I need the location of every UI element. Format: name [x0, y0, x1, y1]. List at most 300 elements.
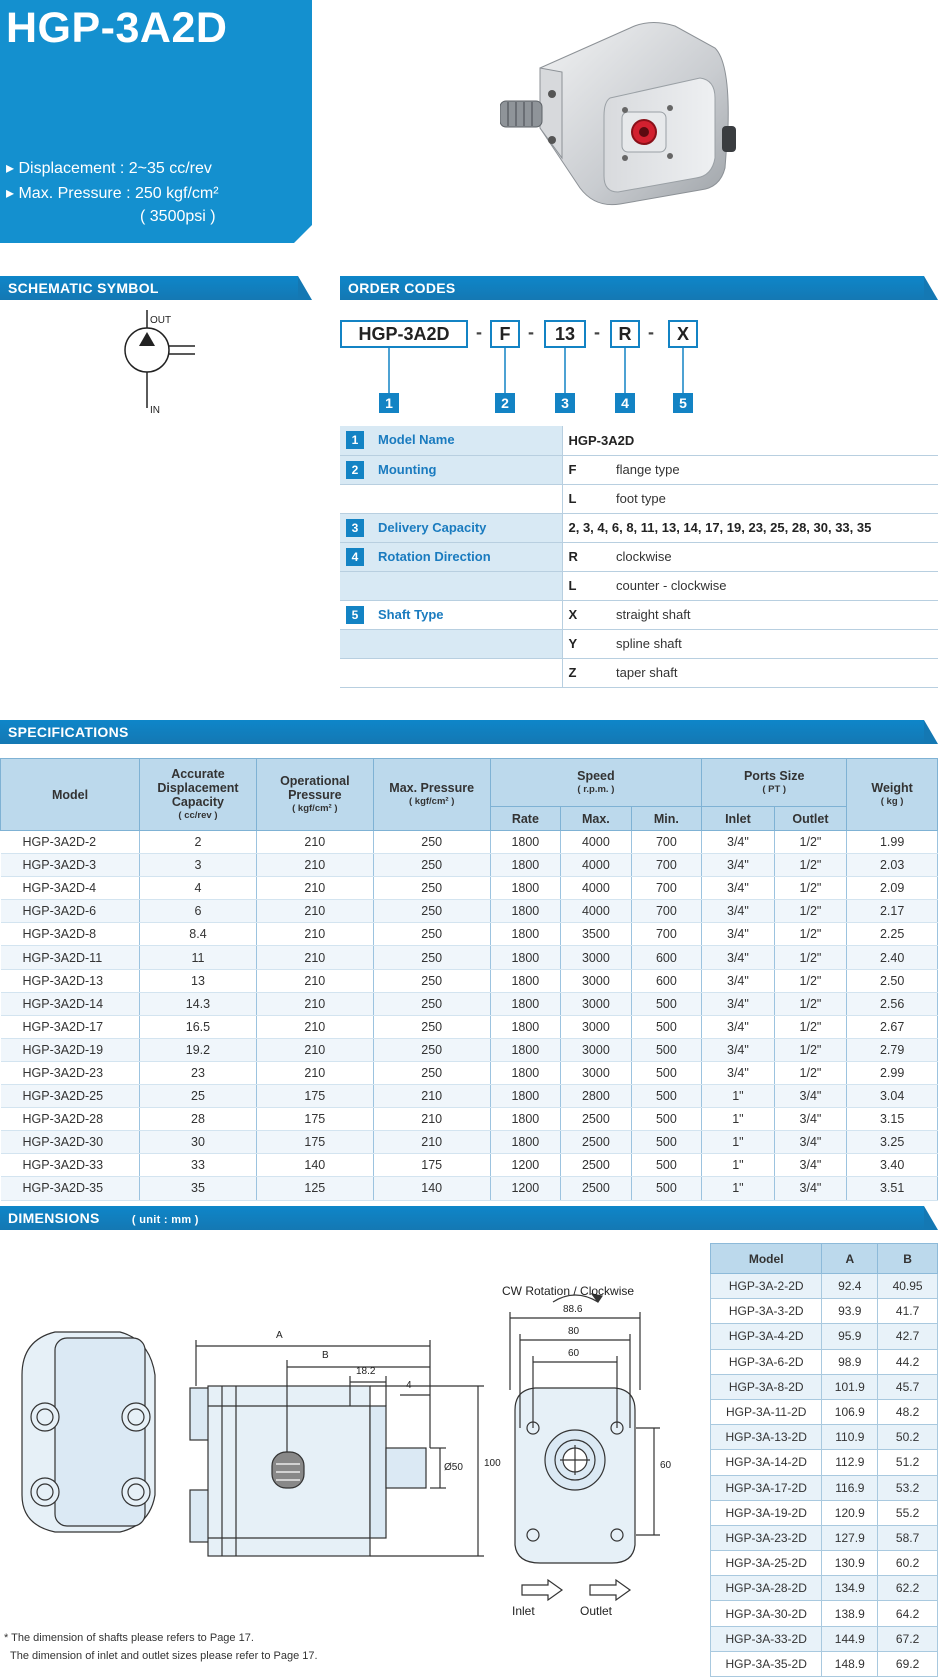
spec-cell: 2.03 — [847, 854, 938, 877]
order-label-text: Delivery Capacity — [378, 519, 487, 535]
dim-cell: 53.2 — [878, 1475, 938, 1500]
spec-cell: 600 — [631, 969, 702, 992]
spec-cell: 3.04 — [847, 1085, 938, 1108]
spec-row — [1, 854, 938, 877]
pump-photo — [500, 8, 750, 218]
dim-shaft-label: Ø50 — [444, 1462, 463, 1473]
dim-cell: 58.7 — [878, 1525, 938, 1550]
spec-model-cell: HGP-3A2D-33 — [1, 1154, 140, 1177]
dim-row — [711, 1626, 938, 1651]
spec-cell: 250 — [373, 923, 490, 946]
spec-cell: 125 — [256, 1177, 373, 1200]
spec-cell: 3/4" — [702, 900, 775, 923]
code-connector-lines — [340, 348, 720, 394]
order-key: L — [562, 484, 610, 513]
spec-cell: 1/2" — [774, 831, 847, 854]
dim-model-cell: HGP-3A-2-2D — [711, 1274, 822, 1299]
order-value: counter - clockwise — [610, 571, 938, 600]
spec-cell: 4 — [140, 877, 257, 900]
dim-cell: 112.9 — [822, 1450, 878, 1475]
dim-88-6-label: 88.6 — [563, 1304, 583, 1315]
code-dash: - — [476, 322, 482, 342]
max-pressure-spec: ▸ Max. Pressure : 250 kgf/cm² — [6, 185, 219, 202]
order-label-text: Mounting — [378, 461, 437, 477]
spec-cell: 250 — [373, 831, 490, 854]
spec-cell: 35 — [140, 1177, 257, 1200]
order-row — [340, 600, 938, 629]
psi-spec: ( 3500psi ) — [140, 208, 216, 225]
order-key: Z — [562, 658, 610, 687]
displacement-spec: ▸ Displacement : 2~35 cc/rev — [6, 160, 212, 177]
spec-cell: 3/4" — [774, 1085, 847, 1108]
spec-cell: 1800 — [490, 900, 561, 923]
schematic-in-label: IN — [150, 405, 160, 416]
spec-cell: 500 — [631, 1108, 702, 1131]
col-ports-size: Ports Size ( PT ) — [702, 759, 847, 807]
spec-row — [1, 1015, 938, 1038]
order-row — [340, 513, 938, 542]
spec-cell: 3000 — [561, 992, 632, 1015]
code-number-5: 5 — [673, 393, 693, 413]
dim-cell: 116.9 — [822, 1475, 878, 1500]
order-row — [340, 571, 938, 600]
dim-cell: 110.9 — [822, 1425, 878, 1450]
dim-cell: 106.9 — [822, 1399, 878, 1424]
schematic-section-bar — [0, 276, 298, 300]
spec-cell: 175 — [256, 1108, 373, 1131]
spec-cell: 3/4" — [774, 1154, 847, 1177]
specifications-table — [0, 758, 938, 1201]
spec-model-cell: HGP-3A2D-3 — [1, 854, 140, 877]
dim-row — [711, 1374, 938, 1399]
spec-cell: 3/4" — [702, 1061, 775, 1084]
col-max-pressure: Max. Pressure ( kgf/cm² ) — [373, 759, 490, 831]
spec-cell: 3000 — [561, 1015, 632, 1038]
dim-cell: 101.9 — [822, 1374, 878, 1399]
spec-cell: 210 — [256, 1038, 373, 1061]
spec-cell: 210 — [256, 992, 373, 1015]
code-box-model: HGP-3A2D — [340, 320, 468, 348]
order-row — [340, 426, 938, 455]
dim-cell: 45.7 — [878, 1374, 938, 1399]
spec-cell: 1800 — [490, 877, 561, 900]
dim-row — [711, 1299, 938, 1324]
dimensions-section-title: DIMENSIONS — [8, 1210, 100, 1226]
order-codes-section-bar — [340, 276, 924, 300]
spec-row — [1, 1108, 938, 1131]
spec-row — [1, 992, 938, 1015]
dim-cell: 92.4 — [822, 1274, 878, 1299]
code-number-3: 3 — [555, 393, 575, 413]
spec-cell: 1/2" — [774, 992, 847, 1015]
spec-cell: 500 — [631, 1154, 702, 1177]
spec-cell: 250 — [373, 1061, 490, 1084]
order-value: foot type — [610, 484, 938, 513]
spec-cell: 210 — [256, 969, 373, 992]
spec-model-cell: HGP-3A2D-13 — [1, 969, 140, 992]
spec-cell: 210 — [256, 923, 373, 946]
spec-cell: 1.99 — [847, 831, 938, 854]
spec-cell: 2500 — [561, 1108, 632, 1131]
spec-row — [1, 1085, 938, 1108]
order-label — [340, 513, 562, 542]
spec-cell: 210 — [256, 854, 373, 877]
dim-model-cell: HGP-3A-3-2D — [711, 1299, 822, 1324]
spec-cell: 2 — [140, 831, 257, 854]
spec-cell: 700 — [631, 900, 702, 923]
col-model: Model — [1, 759, 140, 831]
order-value: taper shaft — [610, 658, 938, 687]
col-operational-pressure: Operational Pressure ( kgf/cm² ) — [256, 759, 373, 831]
spec-cell: 1800 — [490, 992, 561, 1015]
outlet-label: Outlet — [580, 1604, 613, 1618]
dim-60-vertical-label: 60 — [660, 1460, 672, 1471]
spec-cell: 28 — [140, 1108, 257, 1131]
code-dash: - — [648, 322, 654, 342]
spec-cell: 250 — [373, 1038, 490, 1061]
order-row — [340, 455, 938, 484]
spec-cell: 1800 — [490, 1108, 561, 1131]
spec-row — [1, 900, 938, 923]
code-box-mounting: F — [490, 320, 520, 348]
dimensions-section-bar — [0, 1206, 924, 1230]
spec-cell: 1/2" — [774, 877, 847, 900]
order-codes-section-title: ORDER CODES — [348, 280, 456, 296]
spec-cell: 250 — [373, 992, 490, 1015]
spec-cell: 210 — [373, 1085, 490, 1108]
spec-cell: 3000 — [561, 1038, 632, 1061]
dim-row — [711, 1601, 938, 1626]
spec-cell: 500 — [631, 992, 702, 1015]
spec-cell: 700 — [631, 923, 702, 946]
dim-model-cell: HGP-3A-4-2D — [711, 1324, 822, 1349]
dim-model-cell: HGP-3A-28-2D — [711, 1576, 822, 1601]
spec-row — [1, 877, 938, 900]
spec-model-cell: HGP-3A2D-17 — [1, 1015, 140, 1038]
order-badge: 1 — [346, 431, 364, 449]
spec-cell: 4000 — [561, 900, 632, 923]
col-speed-max: Max. — [561, 807, 632, 831]
dim-row — [711, 1324, 938, 1349]
spec-cell: 140 — [256, 1154, 373, 1177]
spec-row — [1, 1131, 938, 1154]
order-row — [340, 629, 938, 658]
dim-model-cell: HGP-3A-25-2D — [711, 1551, 822, 1576]
order-label — [340, 658, 562, 687]
header-corner-cut — [294, 225, 312, 243]
spec-cell: 500 — [631, 1131, 702, 1154]
spec-cell: 250 — [373, 969, 490, 992]
note-ports: The dimension of inlet and outlet sizes please refer to Page 17. — [10, 1650, 318, 1662]
dim-cell: 41.7 — [878, 1299, 938, 1324]
spec-cell: 1800 — [490, 1015, 561, 1038]
order-badge: 4 — [346, 548, 364, 566]
spec-model-cell: HGP-3A2D-11 — [1, 946, 140, 969]
spec-cell: 1" — [702, 1154, 775, 1177]
spec-cell: 1" — [702, 1131, 775, 1154]
col-speed-min: Min. — [631, 807, 702, 831]
spec-cell: 3/4" — [774, 1131, 847, 1154]
dim-row — [711, 1651, 938, 1676]
spec-model-cell: HGP-3A2D-30 — [1, 1131, 140, 1154]
order-label-text: Rotation Direction — [378, 548, 491, 564]
order-key: L — [562, 571, 610, 600]
spec-cell: 2.17 — [847, 900, 938, 923]
spec-row — [1, 969, 938, 992]
spec-cell: 1/2" — [774, 923, 847, 946]
spec-cell: 6 — [140, 900, 257, 923]
spec-cell: 3 — [140, 854, 257, 877]
order-label — [340, 484, 562, 513]
dim-model-cell: HGP-3A-33-2D — [711, 1626, 822, 1651]
order-label — [340, 426, 562, 455]
spec-cell: 3000 — [561, 1061, 632, 1084]
spec-cell: 1800 — [490, 946, 561, 969]
dim-cell: 144.9 — [822, 1626, 878, 1651]
spec-row — [1, 1177, 938, 1200]
spec-cell: 210 — [256, 900, 373, 923]
specifications-section-title: SPECIFICATIONS — [8, 724, 129, 740]
dim-row — [711, 1425, 938, 1450]
spec-cell: 700 — [631, 831, 702, 854]
dim-cell: 48.2 — [878, 1399, 938, 1424]
order-value: clockwise — [610, 542, 938, 571]
spec-row — [1, 923, 938, 946]
spec-cell: 2.25 — [847, 923, 938, 946]
spec-cell: 1/2" — [774, 854, 847, 877]
dim-cell: 138.9 — [822, 1601, 878, 1626]
dim-cell: 40.95 — [878, 1274, 938, 1299]
spec-cell: 4000 — [561, 831, 632, 854]
spec-row — [1, 831, 938, 854]
spec-cell: 3/4" — [702, 854, 775, 877]
order-label — [340, 455, 562, 484]
dim-cell: 134.9 — [822, 1576, 878, 1601]
order-badge: 3 — [346, 519, 364, 537]
spec-cell: 1800 — [490, 1038, 561, 1061]
order-badge: 2 — [346, 461, 364, 479]
spec-cell: 4000 — [561, 854, 632, 877]
order-key: Y — [562, 629, 610, 658]
order-label-text: Model Name — [378, 432, 455, 448]
order-key: 2, 3, 4, 6, 8, 11, 13, 14, 17, 19, 23, 25, 28, 30, 33, 35 — [562, 513, 938, 542]
dim-cell: 44.2 — [878, 1349, 938, 1374]
spec-cell: 250 — [373, 900, 490, 923]
spec-cell: 2800 — [561, 1085, 632, 1108]
spec-cell: 2.79 — [847, 1038, 938, 1061]
order-key: X — [562, 600, 610, 629]
dim-b-label: B — [322, 1350, 329, 1361]
dim-row — [711, 1475, 938, 1500]
spec-cell: 3/4" — [702, 946, 775, 969]
dim-model-cell: HGP-3A-19-2D — [711, 1500, 822, 1525]
order-badge: 5 — [346, 606, 364, 624]
spec-row — [1, 1038, 938, 1061]
code-number-4: 4 — [615, 393, 635, 413]
dim-cell: 130.9 — [822, 1551, 878, 1576]
dim-4-label: 4 — [406, 1380, 412, 1391]
dimension-drawing — [0, 1280, 700, 1610]
spec-cell: 3/4" — [774, 1177, 847, 1200]
spec-cell: 210 — [373, 1131, 490, 1154]
dim-model-cell: HGP-3A-13-2D — [711, 1425, 822, 1450]
note-shafts: * The dimension of shafts please refers to Page 17. — [4, 1632, 254, 1644]
dim-cell: 127.9 — [822, 1525, 878, 1550]
spec-cell: 1200 — [490, 1154, 561, 1177]
dim-100-label: 100 — [484, 1458, 501, 1469]
code-number-2: 2 — [495, 393, 515, 413]
spec-cell: 2.67 — [847, 1015, 938, 1038]
dim-row — [711, 1349, 938, 1374]
spec-cell: 700 — [631, 854, 702, 877]
col-inlet: Inlet — [702, 807, 775, 831]
dim-col-a: A — [822, 1244, 878, 1274]
spec-cell: 3/4" — [702, 923, 775, 946]
col-displacement: Accurate Displacement Capacity ( cc/rev ) — [140, 759, 257, 831]
spec-cell: 250 — [373, 1015, 490, 1038]
code-number-1: 1 — [379, 393, 399, 413]
dim-row — [711, 1551, 938, 1576]
spec-row — [1, 1154, 938, 1177]
spec-row — [1, 1061, 938, 1084]
spec-cell: 500 — [631, 1015, 702, 1038]
spec-cell: 1800 — [490, 1085, 561, 1108]
spec-cell: 1/2" — [774, 1061, 847, 1084]
spec-cell: 1800 — [490, 1131, 561, 1154]
order-row — [340, 484, 938, 513]
order-label — [340, 600, 562, 629]
dim-row — [711, 1500, 938, 1525]
code-box-rotation: R — [610, 320, 640, 348]
spec-cell: 250 — [373, 877, 490, 900]
spec-model-cell: HGP-3A2D-23 — [1, 1061, 140, 1084]
dim-model-cell: HGP-3A-17-2D — [711, 1475, 822, 1500]
rotation-label: CW Rotation / Clockwise — [502, 1284, 635, 1298]
order-key: HGP-3A2D — [562, 426, 938, 455]
inlet-label: Inlet — [512, 1604, 535, 1618]
dim-cell: 98.9 — [822, 1349, 878, 1374]
spec-cell: 14.3 — [140, 992, 257, 1015]
spec-cell: 1800 — [490, 969, 561, 992]
spec-cell: 600 — [631, 946, 702, 969]
col-weight: Weight ( kg ) — [847, 759, 938, 831]
spec-cell: 500 — [631, 1061, 702, 1084]
spec-cell: 3500 — [561, 923, 632, 946]
spec-cell: 500 — [631, 1038, 702, 1061]
spec-cell: 250 — [373, 946, 490, 969]
spec-cell: 1" — [702, 1177, 775, 1200]
code-box-capacity: 13 — [544, 320, 586, 348]
code-box-shaft: X — [668, 320, 698, 348]
spec-cell: 2.99 — [847, 1061, 938, 1084]
spec-cell: 23 — [140, 1061, 257, 1084]
spec-cell: 175 — [256, 1085, 373, 1108]
dim-cell: 148.9 — [822, 1651, 878, 1676]
dim-model-cell: HGP-3A-23-2D — [711, 1525, 822, 1550]
spec-cell: 210 — [256, 1061, 373, 1084]
spec-model-cell: HGP-3A2D-35 — [1, 1177, 140, 1200]
spec-model-cell: HGP-3A2D-14 — [1, 992, 140, 1015]
specifications-section-bar — [0, 720, 924, 744]
dim-18-2-label: 18.2 — [356, 1366, 376, 1377]
spec-cell: 3000 — [561, 969, 632, 992]
spec-model-cell: HGP-3A2D-28 — [1, 1108, 140, 1131]
dim-60-label: 60 — [568, 1348, 580, 1359]
col-speed-rate: Rate — [490, 807, 561, 831]
dim-cell: 69.2 — [878, 1651, 938, 1676]
order-value: flange type — [610, 455, 938, 484]
spec-cell: 700 — [631, 877, 702, 900]
spec-cell: 1" — [702, 1085, 775, 1108]
spec-cell: 2500 — [561, 1131, 632, 1154]
order-codes-table — [340, 426, 938, 688]
dim-cell: 42.7 — [878, 1324, 938, 1349]
spec-cell: 3/4" — [702, 992, 775, 1015]
spec-cell: 3/4" — [774, 1108, 847, 1131]
spec-cell: 8.4 — [140, 923, 257, 946]
dimensions-table — [710, 1243, 938, 1677]
dim-model-cell: HGP-3A-30-2D — [711, 1601, 822, 1626]
dim-cell: 120.9 — [822, 1500, 878, 1525]
schematic-section-title: SCHEMATIC SYMBOL — [8, 280, 159, 296]
code-dash: - — [594, 322, 600, 342]
order-value: straight shaft — [610, 600, 938, 629]
spec-model-cell: HGP-3A2D-6 — [1, 900, 140, 923]
spec-cell: 1/2" — [774, 1038, 847, 1061]
spec-cell: 3/4" — [702, 1038, 775, 1061]
spec-cell: 2.56 — [847, 992, 938, 1015]
spec-cell: 33 — [140, 1154, 257, 1177]
spec-cell: 25 — [140, 1085, 257, 1108]
spec-cell: 1/2" — [774, 946, 847, 969]
order-key: F — [562, 455, 610, 484]
spec-cell: 2.40 — [847, 946, 938, 969]
col-speed: Speed ( r.p.m. ) — [490, 759, 702, 807]
dim-col-b: B — [878, 1244, 938, 1274]
dim-cell: 60.2 — [878, 1551, 938, 1576]
spec-cell: 250 — [373, 854, 490, 877]
order-key: R — [562, 542, 610, 571]
dim-row — [711, 1450, 938, 1475]
dim-cell: 64.2 — [878, 1601, 938, 1626]
order-value: spline shaft — [610, 629, 938, 658]
dim-cell: 95.9 — [822, 1324, 878, 1349]
col-outlet: Outlet — [774, 807, 847, 831]
code-dash: - — [528, 322, 534, 342]
spec-cell: 3.51 — [847, 1177, 938, 1200]
spec-cell: 3/4" — [702, 831, 775, 854]
dim-cell: 67.2 — [878, 1626, 938, 1651]
dim-row — [711, 1399, 938, 1424]
spec-cell: 210 — [256, 1015, 373, 1038]
spec-cell: 500 — [631, 1085, 702, 1108]
dim-row — [711, 1525, 938, 1550]
dim-cell: 50.2 — [878, 1425, 938, 1450]
spec-model-cell: HGP-3A2D-19 — [1, 1038, 140, 1061]
dim-cell: 51.2 — [878, 1450, 938, 1475]
dim-cell: 62.2 — [878, 1576, 938, 1601]
spec-model-cell: HGP-3A2D-2 — [1, 831, 140, 854]
order-label — [340, 571, 562, 600]
spec-cell: 3.25 — [847, 1131, 938, 1154]
spec-cell: 3/4" — [702, 1015, 775, 1038]
spec-cell: 4000 — [561, 877, 632, 900]
spec-cell: 2.09 — [847, 877, 938, 900]
spec-cell: 1/2" — [774, 969, 847, 992]
dim-model-cell: HGP-3A-11-2D — [711, 1399, 822, 1424]
dim-cell: 55.2 — [878, 1500, 938, 1525]
dim-model-cell: HGP-3A-8-2D — [711, 1374, 822, 1399]
